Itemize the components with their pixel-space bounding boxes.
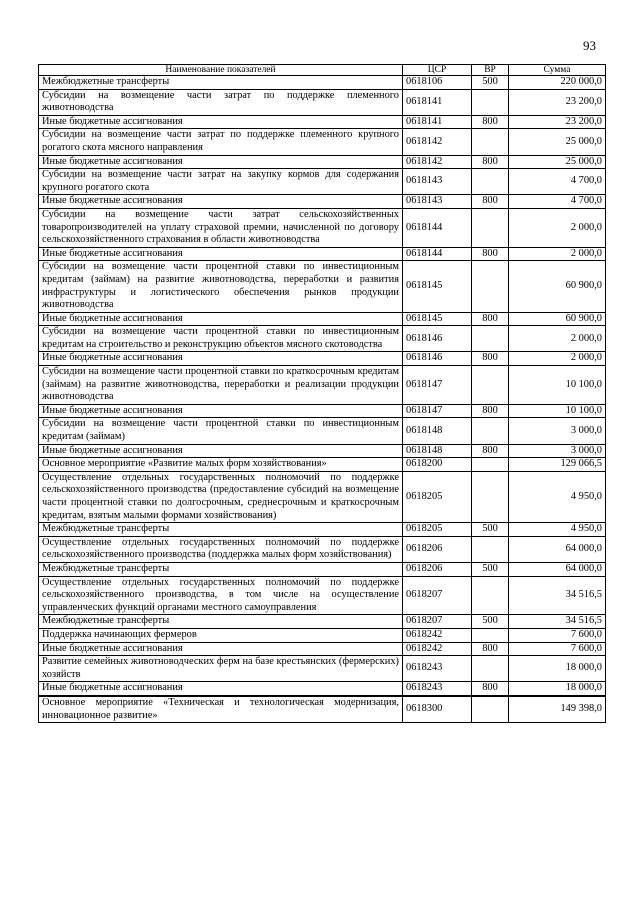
row-vr: 800 xyxy=(472,642,509,656)
row-vr: 800 xyxy=(472,115,509,129)
row-sum: 220 000,0 xyxy=(509,76,606,90)
row-sum: 10 100,0 xyxy=(509,366,606,405)
row-csr: 0618206 xyxy=(403,562,472,576)
row-vr: 800 xyxy=(472,444,509,458)
row-name: Субсидии на возмещение части затрат по поддержке племенного крупного рогатого скота мясного направления xyxy=(39,129,403,155)
row-vr: 500 xyxy=(472,76,509,90)
row-csr: 0618148 xyxy=(403,418,472,444)
row-csr: 0618243 xyxy=(403,656,472,682)
row-sum: 4 950,0 xyxy=(509,471,606,522)
row-sum: 23 200,0 xyxy=(509,115,606,129)
row-vr: 800 xyxy=(472,247,509,261)
row-vr xyxy=(472,656,509,682)
table-row xyxy=(39,115,606,129)
row-csr: 0618205 xyxy=(403,471,472,522)
table-row xyxy=(39,208,606,247)
row-name: Осуществление отдельных государственных полномочий по поддержке сельскохозяйственного производства (предоставление субсидий на возмещение части процентной ставки по долгосрочным, среднесрочным и краткосрочным кредитам, взятым малыми формами хозяйствования) xyxy=(39,471,403,522)
table-row xyxy=(39,458,606,472)
row-csr: 0618106 xyxy=(403,76,472,90)
table-row xyxy=(39,444,606,458)
row-vr: 500 xyxy=(472,523,509,537)
row-sum: 60 900,0 xyxy=(509,312,606,326)
row-vr xyxy=(472,366,509,405)
row-name: Межбюджетные трансферты xyxy=(39,562,403,576)
row-csr: 0618243 xyxy=(403,682,472,696)
row-sum: 34 516,5 xyxy=(509,576,606,615)
table-row xyxy=(39,247,606,261)
row-csr: 0618207 xyxy=(403,576,472,615)
row-name: Иные бюджетные ассигнования xyxy=(39,642,403,656)
row-csr: 0618144 xyxy=(403,247,472,261)
row-csr: 0618144 xyxy=(403,208,472,247)
row-vr xyxy=(472,536,509,562)
row-csr: 0618206 xyxy=(403,536,472,562)
row-name: Основное мероприятие «Развитие малых форм хозяйствования» xyxy=(39,458,403,472)
page-number: 93 xyxy=(583,38,596,53)
row-name: Иные бюджетные ассигнования xyxy=(39,404,403,418)
table-row xyxy=(39,326,606,352)
row-name: Субсидии на возмещение части процентной ставки по инвестиционным кредитам (займам) xyxy=(39,418,403,444)
header-csr: ЦСР xyxy=(403,65,472,76)
table-row xyxy=(39,366,606,405)
row-vr xyxy=(472,208,509,247)
row-sum: 149 398,0 xyxy=(509,696,606,723)
row-csr: 0618141 xyxy=(403,89,472,115)
row-vr xyxy=(472,458,509,472)
table-row xyxy=(39,418,606,444)
row-sum: 2 000,0 xyxy=(509,247,606,261)
row-name: Поддержка начинающих фермеров xyxy=(39,628,403,642)
row-csr: 0618145 xyxy=(403,261,472,312)
row-vr: 800 xyxy=(472,312,509,326)
row-sum: 25 000,0 xyxy=(509,155,606,169)
row-csr: 0618142 xyxy=(403,129,472,155)
row-sum: 4 950,0 xyxy=(509,523,606,537)
row-csr: 0618143 xyxy=(403,169,472,195)
row-sum: 34 516,5 xyxy=(509,615,606,629)
table-row xyxy=(39,471,606,522)
row-sum: 64 000,0 xyxy=(509,562,606,576)
row-name: Субсидии на возмещение части затрат сельскохозяйственных товаропроизводителей на уплату страховой премии, начисленной по договору сельскохозяйственного страхования в области животноводства xyxy=(39,208,403,247)
row-name: Межбюджетные трансферты xyxy=(39,615,403,629)
table-row xyxy=(39,89,606,115)
row-csr: 0618145 xyxy=(403,312,472,326)
row-vr xyxy=(472,576,509,615)
row-sum: 7 600,0 xyxy=(509,628,606,642)
row-sum: 3 000,0 xyxy=(509,418,606,444)
row-sum: 4 700,0 xyxy=(509,195,606,209)
row-name: Иные бюджетные ассигнования xyxy=(39,682,403,696)
row-name: Развитие семейных животноводческих ферм на базе крестьянских (фермерских) хозяйств xyxy=(39,656,403,682)
row-sum: 18 000,0 xyxy=(509,656,606,682)
row-name: Основное мероприятие «Техническая и технологическая модернизация, инновационное развитие» xyxy=(39,696,403,723)
table-row xyxy=(39,261,606,312)
row-vr xyxy=(472,169,509,195)
row-vr: 800 xyxy=(472,155,509,169)
row-csr: 0618300 xyxy=(403,696,472,723)
row-sum: 7 600,0 xyxy=(509,642,606,656)
table-row xyxy=(39,352,606,366)
table-row xyxy=(39,696,606,723)
row-name: Субсидии на возмещение части процентной ставки по краткосрочным кредитам (займам) на развитие животноводства, переработки и реализации продукции животноводства xyxy=(39,366,403,405)
row-name: Субсидии на возмещение части процентной ставки по инвестиционным кредитам на строительство и реконструкцию объектов мясного скотоводства xyxy=(39,326,403,352)
table-row xyxy=(39,404,606,418)
row-vr xyxy=(472,418,509,444)
table-row xyxy=(39,562,606,576)
row-name: Иные бюджетные ассигнования xyxy=(39,312,403,326)
table-row xyxy=(39,536,606,562)
row-name: Иные бюджетные ассигнования xyxy=(39,444,403,458)
row-csr: 0618147 xyxy=(403,366,472,405)
row-sum: 2 000,0 xyxy=(509,326,606,352)
row-sum: 18 000,0 xyxy=(509,682,606,696)
row-vr xyxy=(472,89,509,115)
row-csr: 0618242 xyxy=(403,628,472,642)
row-name: Иные бюджетные ассигнования xyxy=(39,115,403,129)
header-vr: ВР xyxy=(472,65,509,76)
row-vr: 800 xyxy=(472,195,509,209)
row-csr: 0618148 xyxy=(403,444,472,458)
table-row xyxy=(39,628,606,642)
row-sum: 23 200,0 xyxy=(509,89,606,115)
table-row xyxy=(39,129,606,155)
row-vr xyxy=(472,628,509,642)
row-name: Осуществление отдельных государственных полномочий по поддержке сельскохозяйственного производства, в том числе на осуществление управленческих функций органами местного самоуправления xyxy=(39,576,403,615)
row-name: Иные бюджетные ассигнования xyxy=(39,195,403,209)
row-csr: 0618142 xyxy=(403,155,472,169)
row-sum: 10 100,0 xyxy=(509,404,606,418)
row-csr: 0618146 xyxy=(403,326,472,352)
row-vr: 800 xyxy=(472,682,509,696)
header-sum: Сумма xyxy=(509,65,606,76)
row-csr: 0618143 xyxy=(403,195,472,209)
row-name: Иные бюджетные ассигнования xyxy=(39,352,403,366)
row-vr: 800 xyxy=(472,404,509,418)
header-name: Наименование показателей xyxy=(39,65,403,76)
row-sum: 4 700,0 xyxy=(509,169,606,195)
row-csr: 0618141 xyxy=(403,115,472,129)
row-name: Иные бюджетные ассигнования xyxy=(39,155,403,169)
row-csr: 0618207 xyxy=(403,615,472,629)
row-name: Субсидии на возмещение части затрат по поддержке племенного животноводства xyxy=(39,89,403,115)
row-csr: 0618242 xyxy=(403,642,472,656)
row-vr xyxy=(472,129,509,155)
row-name: Межбюджетные трансферты xyxy=(39,76,403,90)
row-sum: 60 900,0 xyxy=(509,261,606,312)
row-csr: 0618146 xyxy=(403,352,472,366)
row-sum: 3 000,0 xyxy=(509,444,606,458)
row-vr xyxy=(472,326,509,352)
table-row xyxy=(39,523,606,537)
table-row xyxy=(39,656,606,682)
table-row xyxy=(39,76,606,90)
table-row xyxy=(39,195,606,209)
row-vr: 800 xyxy=(472,352,509,366)
row-csr: 0618200 xyxy=(403,458,472,472)
row-sum: 25 000,0 xyxy=(509,129,606,155)
row-vr: 500 xyxy=(472,562,509,576)
table-row xyxy=(39,155,606,169)
row-sum: 2 000,0 xyxy=(509,352,606,366)
row-name: Иные бюджетные ассигнования xyxy=(39,247,403,261)
table-row xyxy=(39,576,606,615)
row-name: Осуществление отдельных государственных полномочий по поддержке сельскохозяйственного производства (поддержка малых форм хозяйствования) xyxy=(39,536,403,562)
row-name: Субсидии на возмещение части процентной ставки по инвестиционным кредитам (займам) на развитие животноводства, переработки и развития инфраструктуры и логистического обеспечения рынков продукции животноводства xyxy=(39,261,403,312)
row-sum: 129 066,5 xyxy=(509,458,606,472)
table-header-row xyxy=(39,65,606,76)
row-vr: 500 xyxy=(472,615,509,629)
table-row xyxy=(39,169,606,195)
row-vr xyxy=(472,471,509,522)
row-csr: 0618205 xyxy=(403,523,472,537)
row-vr xyxy=(472,261,509,312)
table-row xyxy=(39,615,606,629)
row-vr xyxy=(472,696,509,723)
table-row xyxy=(39,642,606,656)
table-row xyxy=(39,312,606,326)
row-sum: 64 000,0 xyxy=(509,536,606,562)
table-row xyxy=(39,682,606,696)
row-name: Субсидии на возмещение части затрат на закупку кормов для содержания крупного рогатого скота xyxy=(39,169,403,195)
row-name: Межбюджетные трансферты xyxy=(39,523,403,537)
row-csr: 0618147 xyxy=(403,404,472,418)
budget-table xyxy=(38,64,606,723)
row-sum: 2 000,0 xyxy=(509,208,606,247)
